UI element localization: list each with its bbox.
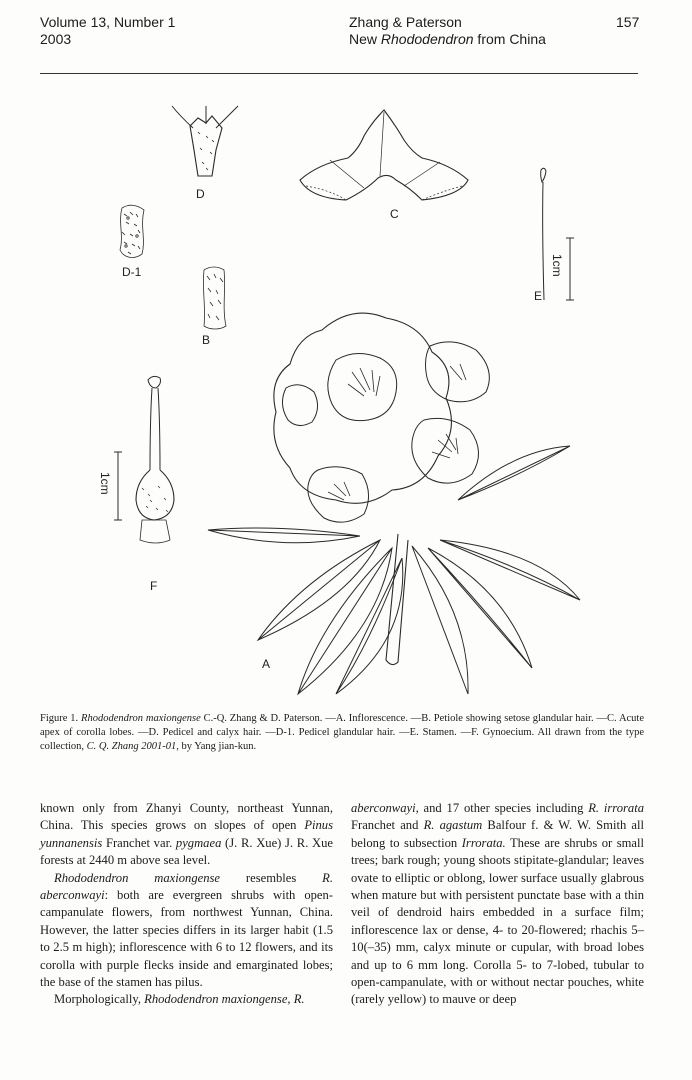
left-column xyxy=(40,800,333,1009)
scale-bar-label-f: 1cm xyxy=(98,472,112,495)
header-title: New Rhododendron from China xyxy=(349,31,546,47)
corolla-lobes-drawing-c xyxy=(300,110,468,200)
stamen-drawing-e xyxy=(541,168,574,300)
botanical-illustration xyxy=(0,90,692,710)
volume-label: Volume 13, Number 1 xyxy=(40,14,176,30)
label-a: A xyxy=(262,657,271,671)
right-column xyxy=(351,800,644,1009)
inflorescence-drawing-a xyxy=(208,313,580,694)
paragraph-subsection: aberconwayi, and 17 other species including R. irrorata Franchet and R. agastum Balfour f. & W. W. Smith all belong to subsection Irrorata. These are shrubs or small trees; bark rough; young shoots stipitate-glandular; leaves ovate to elliptic or oblong, lower surface usually glabrous when mature but with persistent punctate base with a thin veil of dendroid hairs embedded in a surface film; inflorescence lax or dense, 4- to 20-flowered; rhachis 5–10(–35) mm, calyx minute or cupular, with broad lobes and up to 6 mm long. Corolla 5- to 7-lobed, tubular to open-campanulate, with or without nectar pouches, white (rarely yellow) to mauve or deep xyxy=(351,801,645,1007)
label-d1: D-1 xyxy=(122,265,142,279)
scale-bar-label-e: 1cm xyxy=(550,254,564,277)
petiole-hair-drawing-b xyxy=(203,267,226,329)
label-e: E xyxy=(534,289,543,303)
header-rule xyxy=(40,73,638,74)
label-b: B xyxy=(202,333,211,347)
header-authors: Zhang & Paterson xyxy=(349,14,462,30)
calyx-drawing-d xyxy=(172,106,238,176)
year-label: 2003 xyxy=(40,31,72,47)
paragraph-comparison: Rhododendron maxiongense resembles R. aberconwayi: both are evergreen shrubs with open-campanulate flowers, from northwest Yunnan, China. However, the latter species differs in its larger habit (1.5 to 2.5 m high); inflorescence with 6 to 12 flowers, and its corolla with purple flecks inside and emarginated lobes; the base of the stamen has pilus. xyxy=(40,870,333,990)
label-f: F xyxy=(150,579,158,593)
label-d: D xyxy=(196,187,205,201)
paragraph-distribution: known only from Zhanyi County, northeast Yunnan, China. This species grows on slopes of open Pinus yunnanensis Franchet var. pygmaea (J. R. Xue) J. R. Xue forests at 2440 m above sea level. xyxy=(40,801,333,868)
label-c: C xyxy=(390,207,399,221)
page-number: 157 xyxy=(616,14,640,30)
figure-caption: Figure 1. Rhododendron maxiongense C.-Q. Zhang & D. Paterson. —A. Inflorescence. —B. Petiole showing setose glandular hair. —C. Acute apex of corolla lobes. —D. Pedicel and calyx hair. —D-1. Pedicel glandular hair. —E. Stamen. —F. Gynoecium. All drawn from the type collection, C. Q. Zhang 2001-01, by Yang jian-kun. xyxy=(40,713,645,752)
paragraph-morphology: Morphologically, Rhododendron maxiongense, R. xyxy=(54,992,305,1007)
gynoecium-drawing-f xyxy=(114,376,174,543)
glandular-hair-drawing-d1 xyxy=(120,205,144,257)
